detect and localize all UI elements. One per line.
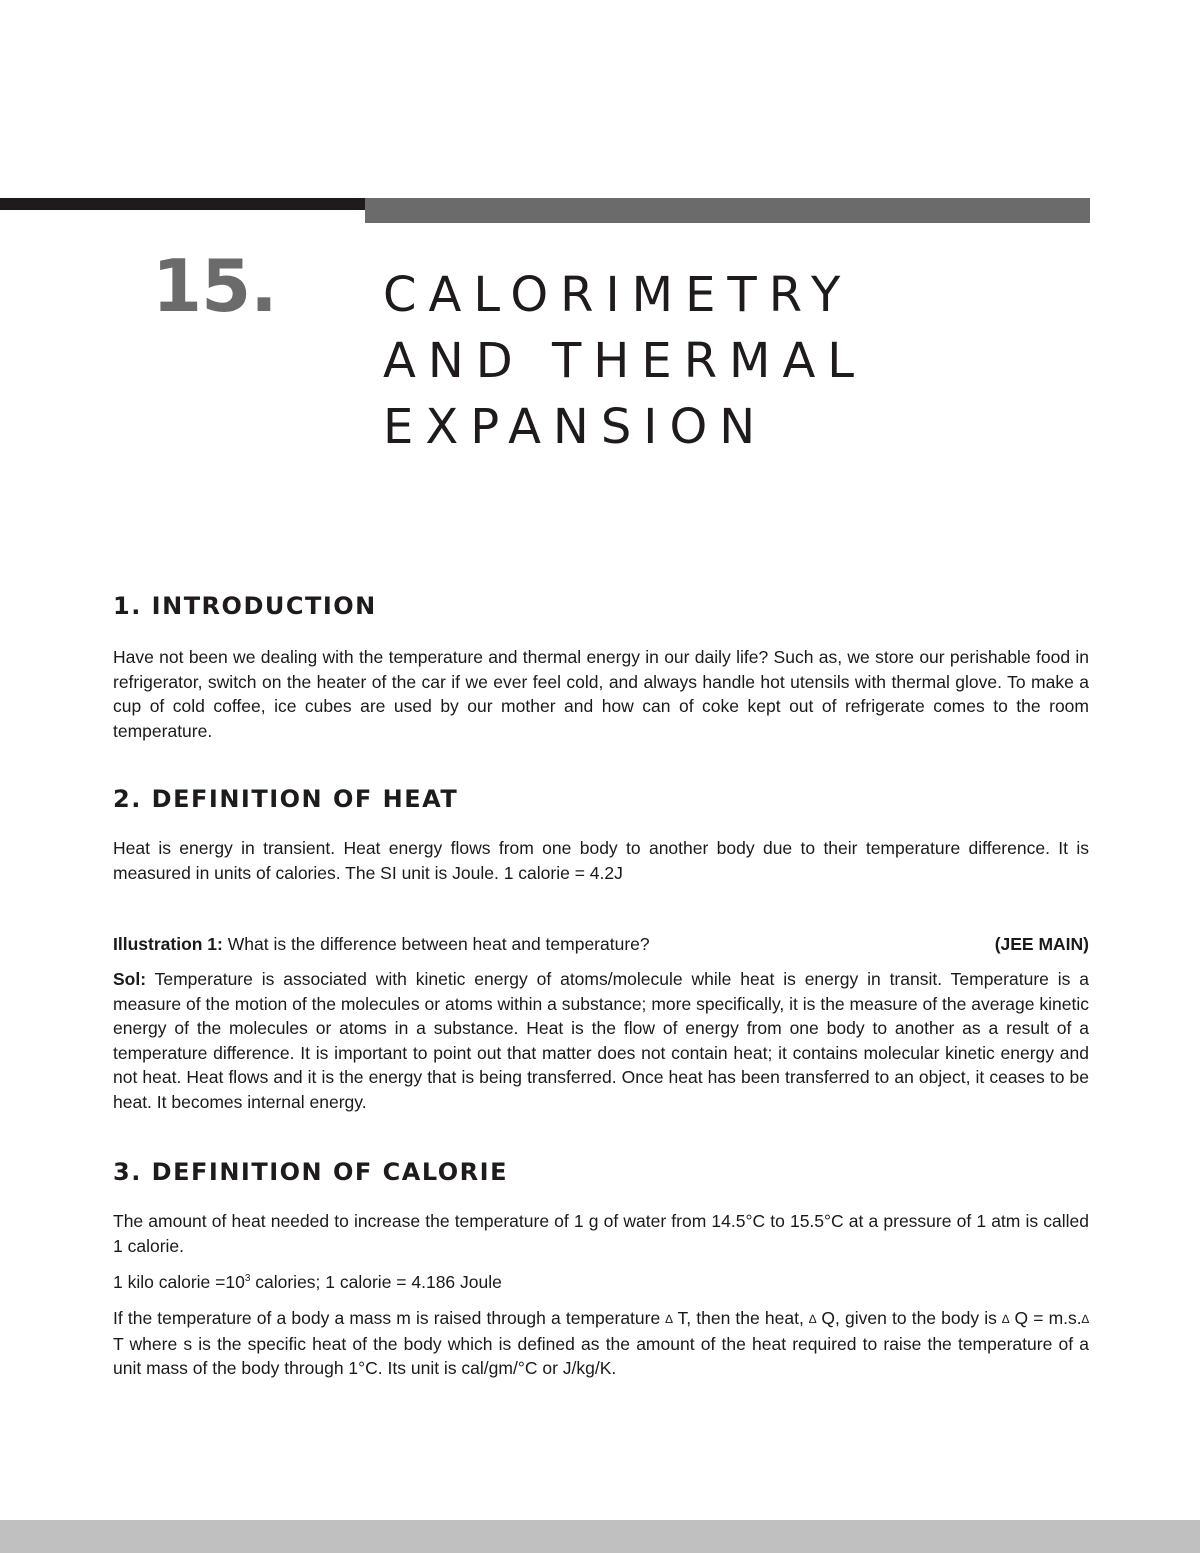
- specific-heat-text: If the temperature of a body a mass m is raised through a temperature: [113, 1308, 666, 1328]
- chapter-title-line: CALORIMETRY: [383, 267, 853, 323]
- kilo-calorie-line: [113, 1270, 1089, 1295]
- section-heading-heat: 2. DEFINITION OF HEAT: [113, 785, 459, 813]
- specific-heat-paragraph: [113, 1306, 1089, 1381]
- section-heading-calorie: 3. DEFINITION OF CALORIE: [113, 1158, 508, 1186]
- specific-heat-text: T, then the heat,: [672, 1308, 809, 1328]
- heat-paragraph: Heat is energy in transient. Heat energy flows from one body to another body due to their temperature difference. It is measured in units of calories. The SI unit is Joule. 1 calorie = 4.2J: [113, 838, 1089, 883]
- chapter-title-line: EXPANSION: [383, 399, 768, 455]
- delta-symbol: ∆: [808, 1312, 817, 1326]
- solution-text: Temperature is associated with kinetic energy of atoms/molecule while heat is energy in transit. Temperature is a measure of the motion of the molecules or atoms within a substance; more specifically, it is the measure of the average kinetic energy of the molecules or atoms in a substance. Heat is the flow of energy from one body to another as a result of a temperature difference. It is important to point out that matter does not contain heat; it contains molecular kinetic energy and not heat. Heat flows and it is the energy that is being transferred. Once heat has been transferred to an object, it ceases to be heat. It becomes internal energy.: [113, 969, 1089, 1112]
- illustration-question-row: [113, 932, 1089, 957]
- chapter-title: [383, 262, 866, 460]
- illustration-question: [113, 932, 650, 957]
- kilo-calorie-text-a: 1 kilo calorie =10: [113, 1272, 245, 1292]
- chapter-title-line: AND THERMAL: [383, 333, 867, 389]
- footer-bar: [0, 1520, 1200, 1553]
- solution-paragraph: [113, 967, 1089, 1115]
- delta-symbol: ∆: [665, 1312, 673, 1326]
- header-bar-grey: [365, 198, 1090, 223]
- specific-heat-text: Q, given to the body is: [816, 1308, 1003, 1328]
- solution-label: Sol:: [113, 969, 147, 989]
- section-heading-introduction: 1. INTRODUCTION: [113, 592, 377, 620]
- illustration-question-text: What is the difference between heat and temperature?: [222, 934, 650, 954]
- chapter-number: 15.: [152, 244, 277, 328]
- exam-tag: (JEE MAIN): [994, 934, 1089, 954]
- kilo-calorie-text-b: calories; 1 calorie = 4.186 Joule: [250, 1272, 502, 1292]
- delta-symbol: ∆: [1081, 1312, 1089, 1326]
- specific-heat-text: T where s is the specific heat of the body which is defined as the amount of the heat required to raise the temperature of a unit mass of the body through 1°C. Its unit is cal/gm/°C or J/kg/K.: [113, 1333, 1089, 1379]
- illustration-label: Illustration 1:: [113, 934, 223, 954]
- specific-heat-text: Q = m.s.: [1009, 1308, 1082, 1328]
- header-bar-dark: [0, 198, 365, 210]
- calorie-definition-paragraph: The amount of heat needed to increase the temperature of 1 g of water from 14.5°C to 15.5°C at a pressure of 1 atm is called 1 calorie.: [113, 1211, 1089, 1256]
- intro-paragraph: Have not been we dealing with the temperature and thermal energy in our daily life? Such as, we store our perishable food in refrigerator, switch on the heater of the car if we ever feel cold, and always handle hot utensils with thermal glove. To make a cup of cold coffee, ice cubes are used by our mother and how can of coke kept out of refrigerate comes to the room temperature.: [113, 647, 1089, 741]
- delta-symbol: ∆: [1002, 1312, 1010, 1326]
- kilo-calorie-exponent: 3: [244, 1273, 251, 1285]
